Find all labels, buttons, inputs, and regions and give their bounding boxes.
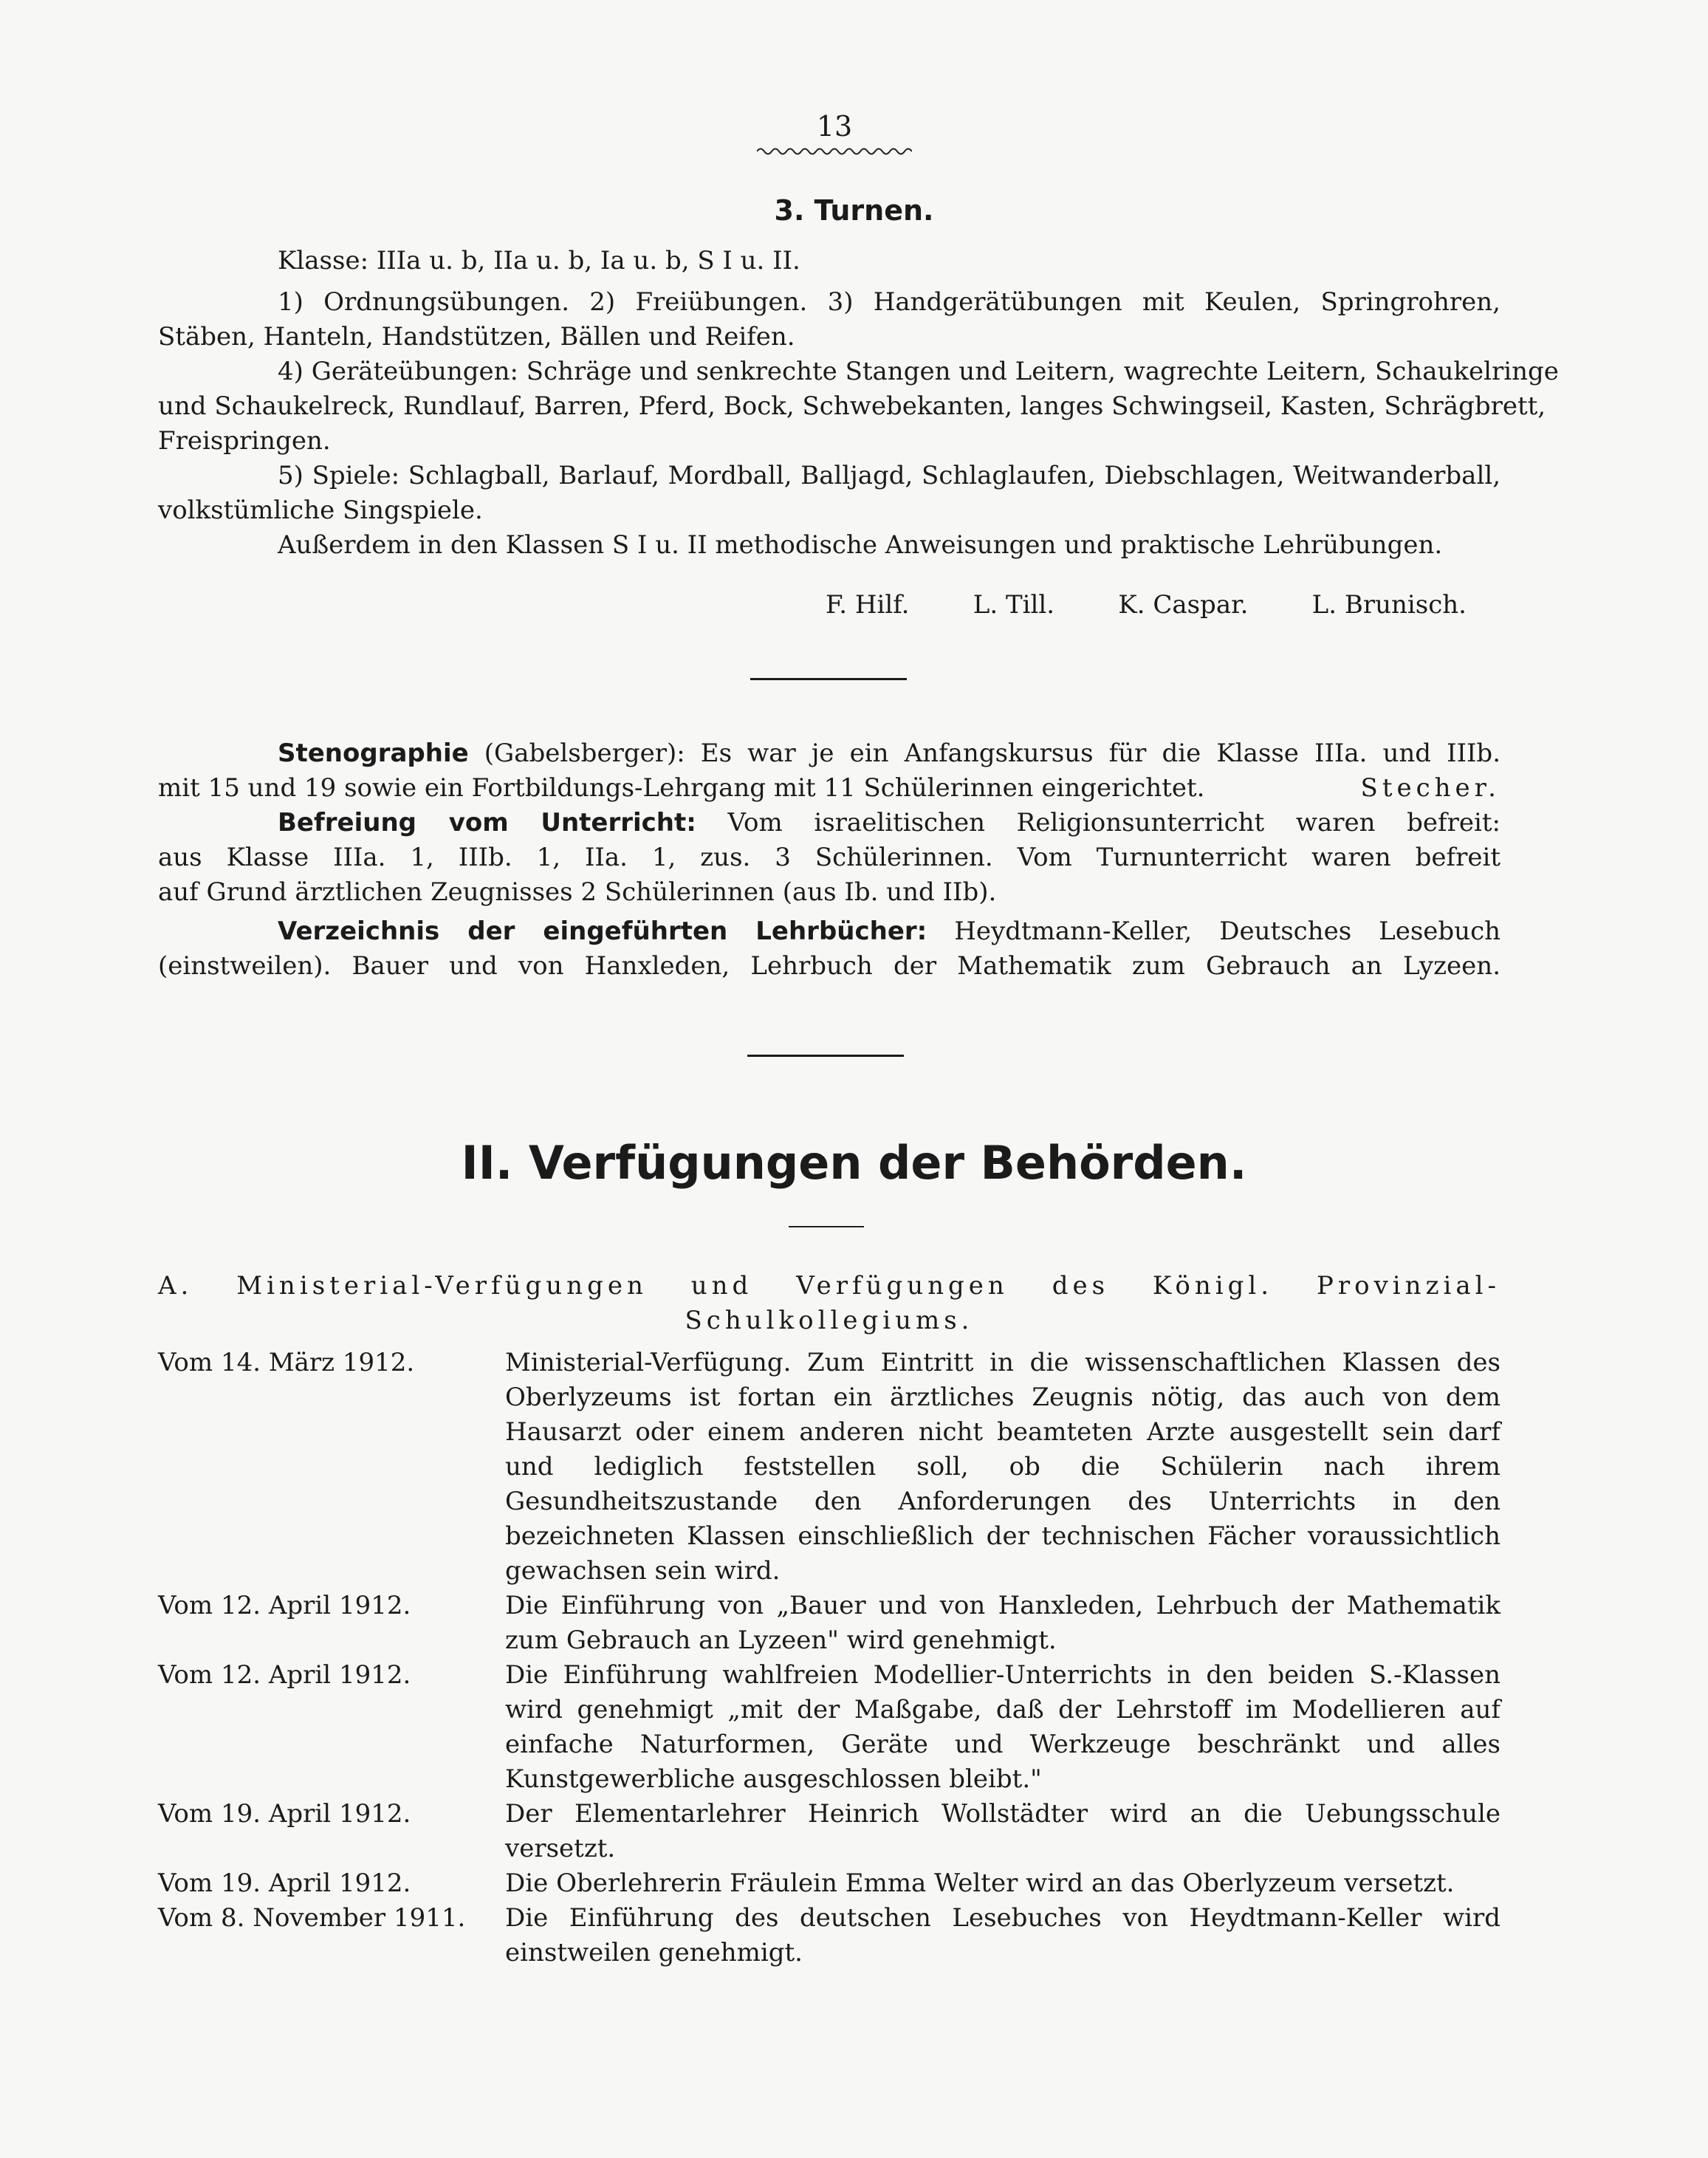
decree-text: Die Oberlehrerin Fräulein Emma Welter wird an das Oberlyzeum versetzt. [505,1868,1455,1898]
decree-date: Vom 12. April 1912. [158,1591,411,1620]
subsection-a-line1: A. Ministerial-Verfügungen und Verfügungen des Königl. Provinzial- [158,1271,1500,1301]
decorative-wave-rule [757,146,912,157]
decree-text: Die Einführung wahlfreien Modellier-Unterrichts in den beiden S.-Klassen wird genehmigt „mit der Maßgabe, daß der Lehrstoff im Modellieren auf einfache Naturformen, Geräte und Werkzeuge beschränkt und alles Kunstgewerbliche ausgeschlossen bleibt." [505,1660,1500,1794]
turnen-item4-line1: 4) Geräteübungen: Schräge und senkrechte Stangen und Leitern, wagrechte Leitern, Schaukelringe [278,357,1559,386]
turnen-item1-line1: 1) Ordnungsübungen. 2) Freiübungen. 3) Handgerätübungen mit Keulen, Springrohren, [278,287,1500,317]
decree-date: Vom 12. April 1912. [158,1660,411,1690]
befreiung-line2: aus Klasse IIIa. 1, IIIb. 1, IIa. 1, zus. 3 Schülerinnen. Vom Turnunterricht waren befreit [158,843,1500,872]
signature-hilf: F. Hilf. [826,590,910,620]
decree-entry [158,1658,1500,1797]
signature-till: L. Till. [973,590,1055,620]
steno-signature: Stecher. [1360,773,1500,803]
turnen-item5-line1: 5) Spiele: Schlagball, Barlauf, Mordball, Balljagd, Schlaglaufen, Diebschlagen, Weitwanderball, [278,461,1500,490]
decree-date: Vom 19. April 1912. [158,1868,411,1898]
befreiung-label: Befreiung vom Unterricht: [278,808,696,837]
turnen-item4-line2: und Schaukelreck, Rundlauf, Barren, Pferd, Bock, Schwebekanten, langes Schwingseil, Kasten, Schrägbrett, [158,391,1546,421]
lehrbuecher-label: Verzeichnis der eingeführten Lehrbücher: [278,917,927,946]
signature-caspar: K. Caspar. [1118,590,1249,620]
section-divider [750,678,907,680]
steno-line2 [158,771,1500,806]
decree-entry [158,1346,1500,1589]
lehrbuecher-line1 [158,914,1500,949]
turnen-item4-line3: Freispringen. [158,426,331,456]
befreiung-line3: auf Grund ärztlichen Zeugnisses 2 Schülerinnen (aus Ib. und IIb). [158,877,997,907]
turnen-classes: Klasse: IIIa u. b, IIa u. b, Ia u. b, S I u. II. [278,246,800,275]
signature-brunisch: L. Brunisch. [1311,590,1467,620]
steno-label: Stenographie [278,739,469,768]
section-divider-2 [747,1055,904,1057]
befreiung-text: Vom israelitischen Religionsunterricht waren befreit: [727,808,1500,837]
decree-date: Vom 14. März 1912. [158,1348,415,1377]
befreiung-line1 [158,806,1500,840]
main-heading: II. Verfügungen der Behörden. [461,1136,1247,1190]
lehrbuecher-line2: (einstweilen). Bauer und von Hanxleden, Lehrbuch der Mathematik zum Gebrauch an Lyzeen. [158,951,1500,981]
turnen-body [158,244,1559,563]
heading-underline [789,1226,864,1227]
decree-entry [158,1866,1500,1901]
subsection-a-heading [158,1269,1500,1338]
steno-text-2: mit 15 und 19 sowie ein Fortbildungs-Lehrgang mit 11 Schülerinnen eingerichtet. [158,773,1205,803]
decree-entry [158,1797,1500,1866]
decree-text: Die Einführung des deutschen Lesebuches von Heydtmann-Keller wird einstweilen genehmigt. [505,1903,1500,1967]
turnen-item5-line2: volkstümliche Singspiele. [158,496,483,525]
decree-text: Ministerial-Verfügung. Zum Eintritt in die wissenschaftlichen Klassen des Oberlyzeums ist fortan ein ärztliches Zeugnis nötig, das auch von dem Hausarzt oder einem anderen nicht beamteten Arzte ausgestellt sein darf und lediglich feststellen soll, ob die Schülerin nach ihrem Gesundheitszustande den Anforderungen des Unterrichts in den bezeichneten Klassen einschließlich der technischen Fächer voraussichtlich gewachsen sein wird. [505,1348,1500,1586]
decree-date: Vom 19. April 1912. [158,1799,411,1829]
steno-text: (Gabelsberger): Es war je ein Anfangskursus für die Klasse IIIa. und IIIb. [484,739,1501,768]
turnen-item1-line2: Stäben, Hanteln, Handstützen, Bällen und Reifen. [158,322,795,352]
decree-date: Vom 8. November 1911. [158,1903,466,1933]
steno-line1 [158,736,1500,771]
subsection-a-line2: Schulkollegiums. [685,1306,974,1335]
info-block [158,736,1500,984]
decree-entry [158,1589,1500,1658]
lehrbuecher-text: Heydtmann-Keller, Deutsches Lesebuch [954,917,1501,946]
decree-text: Der Elementarlehrer Heinrich Wollstädter wird an die Uebungsschule versetzt. [505,1799,1500,1863]
page-number: 13 [816,110,853,143]
decree-entry [158,1901,1500,1970]
section-heading-turnen: 3. Turnen. [774,194,934,227]
turnen-extra: Außerdem in den Klassen S I u. II methodische Anweisungen und praktische Lehrübungen. [278,530,1443,560]
decree-list [158,1346,1500,1970]
turnen-signatures [826,588,1467,623]
decree-text: Die Einführung von „Bauer und von Hanxleden, Lehrbuch der Mathematik zum Gebrauch an Lyzeen" wird genehmigt. [505,1591,1500,1655]
